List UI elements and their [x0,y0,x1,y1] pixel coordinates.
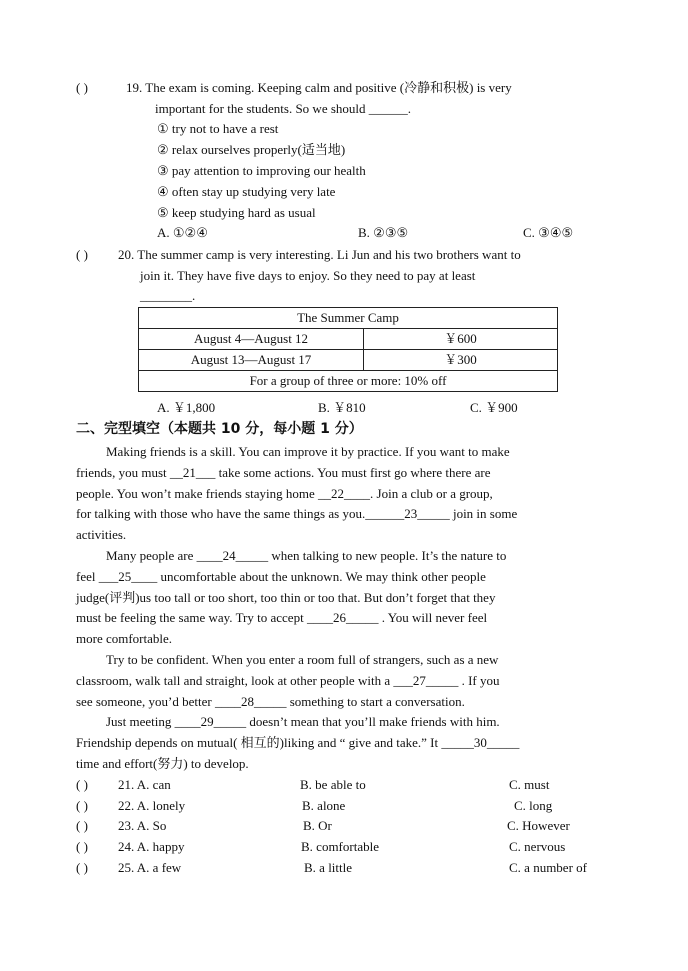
answer-option-b[interactable]: B. a little [304,860,353,875]
table-cell-price: ￥600 [364,329,558,350]
q20-stem-line2: join it. They have five days to enjoy. So they need to pay at least [140,268,476,283]
passage-text: . You will never feel [378,610,488,625]
answer-option-a[interactable]: 23. A. So [118,818,167,833]
section-heading: 二、完型填空（本题共 10 分，每小题 1 分） [76,421,363,437]
q19-item-2: ② relax ourselves properly(适当地) [157,142,346,157]
passage-line [106,545,506,566]
q19-stem-line2: important for the students. So we should ______. [155,101,412,116]
answer-option-b[interactable]: B. be able to [300,777,366,792]
passage-text: join in some [449,506,518,521]
passage-line: Try to be confident. When you enter a room full of strangers, such as a new [106,652,499,667]
blank-26[interactable]: ____26_____ [306,610,379,625]
blank-25[interactable]: ___25____ [98,569,158,584]
passage-line [76,691,465,712]
passage-text: doesn’t mean that you’ll make friends with him. [246,714,500,729]
answer-option-c[interactable]: C. must [509,777,550,792]
answer-option-c[interactable]: C. However [507,818,570,833]
answer-option-a[interactable]: 25. A. a few [118,860,182,875]
answer-option-c[interactable]: C. nervous [509,839,566,854]
answer-option-a[interactable]: 24. A. happy [118,839,185,854]
answer-bracket[interactable]: ( ) [76,818,88,833]
answer-option-a[interactable]: 21. A. can [118,777,171,792]
table-cell-date: August 13—August 17 [139,350,364,371]
passage-line [76,670,500,691]
passage-line [76,732,519,753]
blank-22[interactable]: __22____ [318,486,371,501]
q19-option-c[interactable]: C. ③④⑤ [523,225,574,240]
passage-text: uncomfortable about the unknown. We may think other people [157,569,486,584]
q19-item-3: ③ pay attention to improving our health [157,163,366,178]
passage-text: when talking to new people. It’s the nature to [268,548,507,563]
q19-stem-line1: 19. The exam is coming. Keeping calm and positive (冷静和积极) is very [126,80,512,95]
blank-29[interactable]: ____29_____ [174,714,247,729]
answer-option-c[interactable]: C. a number of [509,860,587,875]
summer-camp-table [138,307,558,392]
passage-text: something to start a conversation. [286,694,465,709]
q20-stem-line1: 20. The summer camp is very interesting. Li Jun and his two brothers want to [118,247,521,262]
passage-line [106,711,500,732]
q20-option-b[interactable]: B. ￥810 [318,400,366,415]
answer-option-c[interactable]: C. long [514,798,553,813]
passage-line [76,503,517,524]
table-footer: For a group of three or more: 10% off [139,371,558,392]
passage-text: see someone, you’d better [76,694,215,709]
passage-line [76,607,487,628]
q19-bracket[interactable]: ( ) [76,80,88,95]
q20-option-a[interactable]: A. ￥1,800 [157,400,216,415]
passage-text: . If you [458,673,500,688]
answer-option-a[interactable]: 22. A. lonely [118,798,186,813]
answer-bracket[interactable]: ( ) [76,777,88,792]
passage-text: for talking with those who have the same things as you. [76,506,366,521]
q19-option-a[interactable]: A. ①②④ [157,225,208,240]
table-cell-date: August 4—August 12 [139,329,364,350]
passage-text: feel [76,569,99,584]
passage-text: must be feeling the same way. Try to accept [76,610,307,625]
passage-text: friends, you must [76,465,170,480]
blank-24[interactable]: ____24_____ [196,548,269,563]
passage-text: Just meeting [106,714,175,729]
passage-line [76,462,491,483]
passage-line: Making friends is a skill. You can improve it by practice. If you want to make [106,444,510,459]
passage-line [76,483,493,504]
q20-stem-line3: ________. [140,288,196,303]
blank-21[interactable]: __21___ [169,465,216,480]
answer-bracket[interactable]: ( ) [76,860,88,875]
passage-text: Many people are [106,548,197,563]
answer-option-b[interactable]: B. alone [302,798,346,813]
blank-23[interactable]: ______23_____ [365,506,450,521]
passage-line: activities. [76,527,127,542]
passage-line [76,566,486,587]
blank-27[interactable]: ___27_____ [393,673,459,688]
passage-text: people. You won’t make friends staying home [76,486,319,501]
passage-text: classroom, walk tall and straight, look at other people with a [76,673,394,688]
passage-line: time and effort(努力) to develop. [76,756,249,771]
q20-option-c[interactable]: C. ￥900 [470,400,518,415]
q20-bracket[interactable]: ( ) [76,247,88,262]
q19-option-b[interactable]: B. ②③⑤ [358,225,409,240]
answer-bracket[interactable]: ( ) [76,839,88,854]
table-cell-price: ￥300 [364,350,558,371]
passage-line: judge(评判)us too tall or too short, too thin or too that. But don’t forget that they [76,590,496,605]
answer-option-b[interactable]: B. Or [303,818,332,833]
passage-line: more comfortable. [76,631,173,646]
passage-text: take some actions. You must first go where there are [215,465,491,480]
q19-item-5: ⑤ keep studying hard as usual [157,205,316,220]
q19-item-1: ① try not to have a rest [157,121,279,136]
answer-option-b[interactable]: B. comfortable [301,839,379,854]
blank-30[interactable]: _____30_____ [441,735,520,750]
passage-text: Friendship depends on mutual( 相互的)liking and “ give and take.” It [76,735,442,750]
table-title: The Summer Camp [139,308,558,329]
q19-item-4: ④ often stay up studying very late [157,184,336,199]
answer-bracket[interactable]: ( ) [76,798,88,813]
blank-28[interactable]: ____28_____ [214,694,287,709]
passage-text: . Join a club or a group, [370,486,493,501]
